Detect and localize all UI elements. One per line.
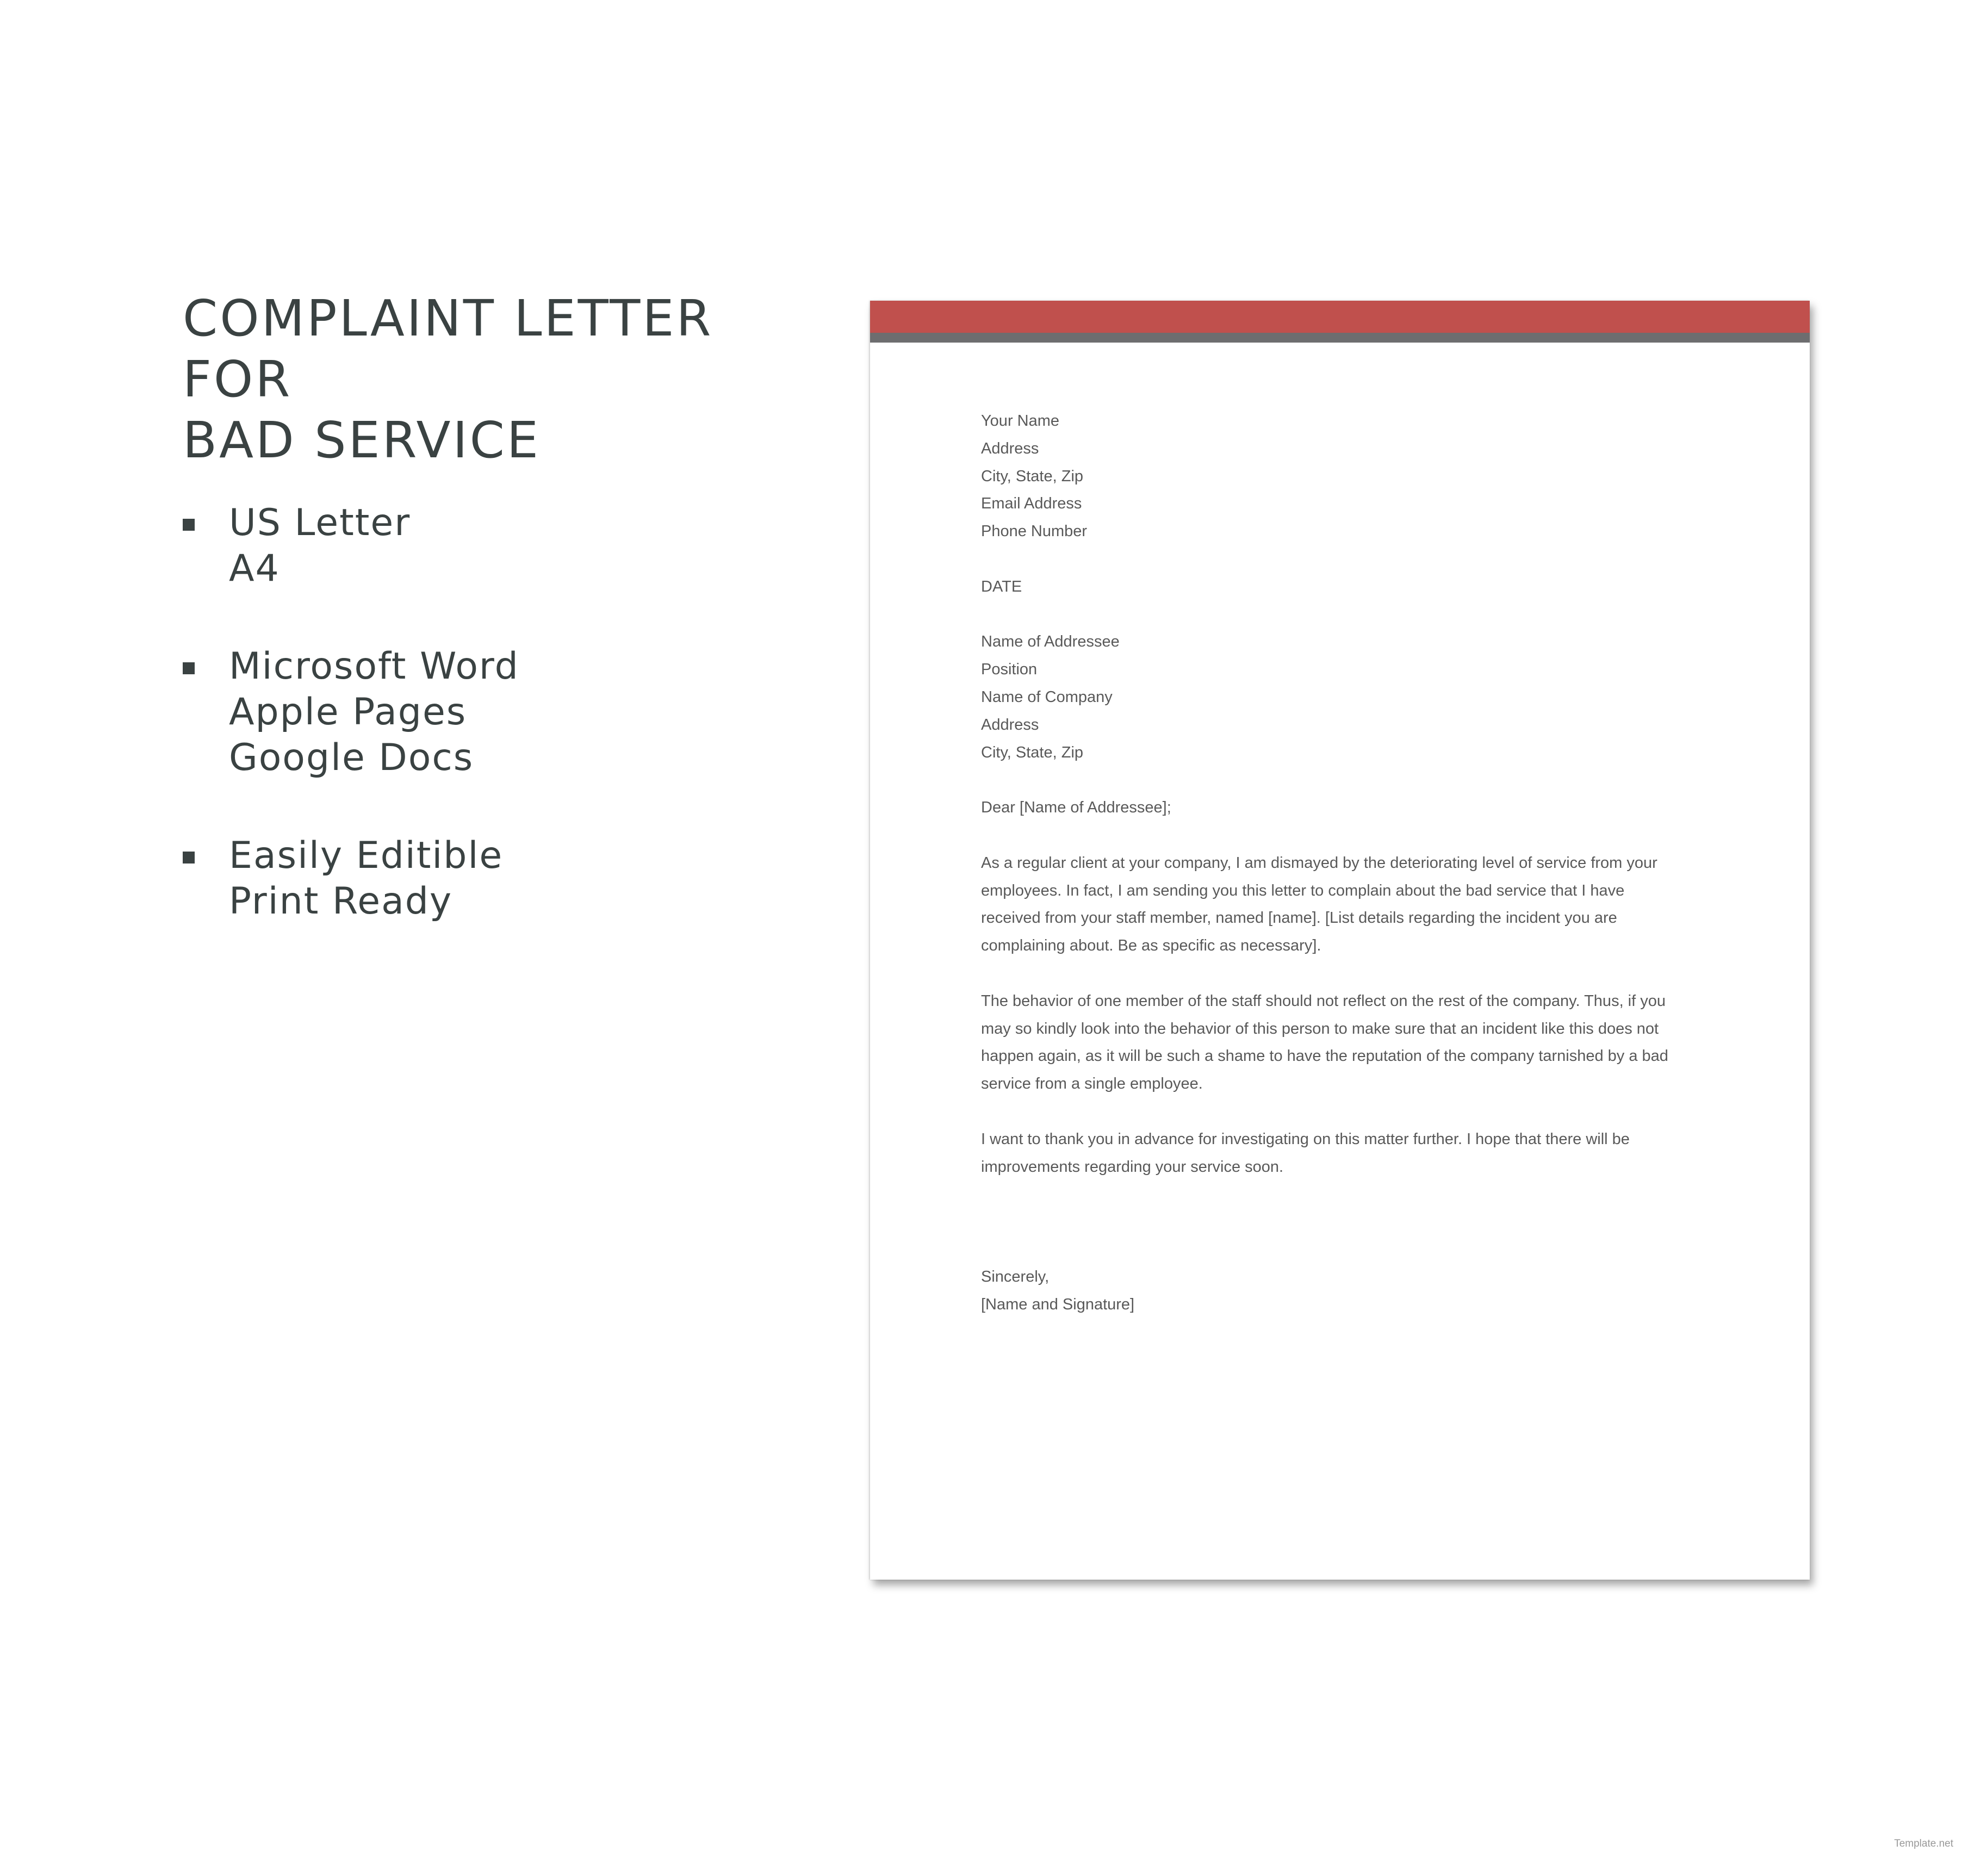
salutation-block (981, 794, 1699, 822)
paragraph (981, 849, 1699, 960)
title-line: BAD SERVICE (183, 411, 541, 469)
recipient-line: Name of Company (981, 688, 1113, 706)
sender-line: City, State, Zip (981, 467, 1084, 485)
feature-item: US Letter (229, 501, 411, 544)
recipient-line: Position (981, 661, 1038, 679)
recipient-line: Name of Addressee (981, 633, 1120, 651)
paragraph-line: complaining about. Be as specific as necessary]. (981, 937, 1321, 955)
watermark: Template.net (1894, 1838, 1953, 1849)
square-bullet-icon (183, 519, 195, 531)
recipient-line: Address (981, 716, 1039, 734)
paragraph-line: I want to thank you in advance for investigating on this matter further. I hope that there will be (981, 1130, 1630, 1148)
title-line: COMPLAINT LETTER FOR (183, 289, 713, 408)
feature-item: Print Ready (229, 880, 453, 923)
sender-line: Phone Number (981, 523, 1088, 541)
paragraph-line: The behavior of one member of the staff should not reflect on the rest of the company. Thus, if you (981, 992, 1666, 1010)
closing: Sincerely, (981, 1268, 1050, 1286)
paragraph (981, 987, 1699, 1098)
paragraph-line: happen again, as it will be such a shame to have the reputation of the company tarnished by a bad (981, 1047, 1668, 1065)
paragraph-line: received from your staff member, named [name]. [List details regarding the incident you are (981, 909, 1617, 927)
feature-item: Easily Editible (229, 834, 504, 877)
sender-line: Address (981, 439, 1039, 457)
feature-group-software (183, 644, 519, 781)
recipient-address-block (981, 628, 1699, 766)
paragraph-line: improvements regarding your service soon. (981, 1158, 1284, 1176)
sender-line: Email Address (981, 495, 1082, 513)
paragraph-line: As a regular client at your company, I am dismayed by the deteriorating level of service from your (981, 854, 1657, 872)
product-info-panel (183, 288, 835, 923)
paragraph (981, 1126, 1699, 1181)
closing-block (981, 1263, 1699, 1319)
sender-line: Your Name (981, 412, 1060, 430)
header-band-gray (870, 333, 1810, 343)
paragraph-line: service from a single employee. (981, 1075, 1203, 1093)
sender-address-block (981, 407, 1699, 545)
feature-list (183, 500, 519, 977)
date-block (981, 573, 1699, 601)
feature-item: Microsoft Word (229, 645, 519, 688)
feature-group-qualities (183, 833, 519, 924)
page-title (183, 288, 835, 471)
salutation: Dear [Name of Addressee]; (981, 799, 1171, 817)
square-bullet-icon (183, 662, 195, 674)
signature-placeholder: [Name and Signature] (981, 1296, 1135, 1314)
letter-date: DATE (981, 577, 1022, 595)
square-bullet-icon (183, 852, 195, 864)
feature-item: A4 (229, 547, 280, 590)
feature-group-paper-size (183, 500, 519, 592)
recipient-line: City, State, Zip (981, 743, 1084, 761)
paragraph-line: may so kindly look into the behavior of this person to make sure that an incident like this does not (981, 1020, 1659, 1038)
letter-body (981, 407, 1699, 1319)
header-band-red (870, 301, 1810, 333)
paragraph-line: employees. In fact, I am sending you this letter to complain about the bad service that I have (981, 881, 1625, 899)
feature-item: Google Docs (229, 736, 474, 779)
feature-item: Apple Pages (229, 691, 467, 734)
document-preview (870, 301, 1810, 1580)
